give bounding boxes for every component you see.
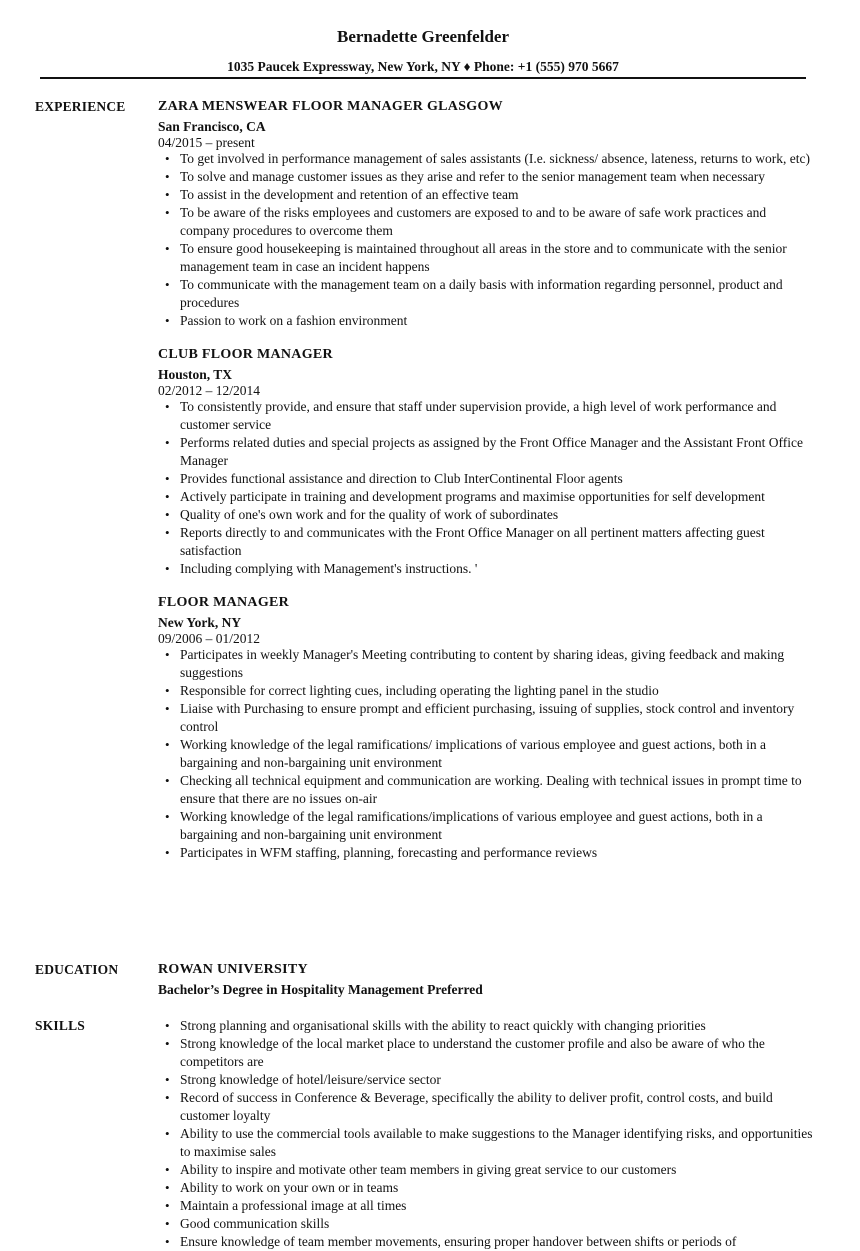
job-dates: 02/2012 – 12/2014	[158, 383, 261, 398]
duty-item: • Including complying with Management's instructions. '	[158, 560, 818, 578]
job-duties	[158, 398, 818, 578]
duty-item: • Reports directly to and communicates with the Front Office Manager on all pertinent matters affecting guest satisfaction	[158, 524, 818, 560]
job-entry	[158, 594, 818, 862]
candidate-name: Bernadette Greenfelder	[337, 27, 509, 46]
job-title: FLOOR MANAGER	[158, 595, 290, 610]
skill-item: • Ability to inspire and motivate other team members in giving great service to our customers	[158, 1161, 818, 1179]
skill-item: • Record of success in Conference & Beverage, specifically the ability to deliver profit, control costs, and build customer loyalty	[158, 1089, 818, 1125]
school-name: ROWAN UNIVERSITY	[158, 962, 308, 977]
job-duties	[158, 646, 818, 862]
degree-name: Bachelor’s Degree in Hospitality Management Preferred	[158, 982, 483, 997]
job-dates: 09/2006 – 01/2012	[158, 631, 261, 646]
duty-item: • To solve and manage customer issues as they arise and refer to the senior management team when necessary	[158, 168, 818, 186]
skill-item: • Good communication skills	[158, 1215, 818, 1233]
skill-item: • Strong knowledge of hotel/leisure/service sector	[158, 1071, 818, 1089]
duty-item: • Quality of one's own work and for the quality of work of subordinates	[158, 506, 818, 524]
contact-line: 1035 Paucek Expressway, New York, NY ♦ Phone: +1 (555) 970 5667	[227, 59, 619, 74]
skill-item: • Ability to use the commercial tools available to make suggestions to the Manager identifying risks, and opportunities to maximise sales	[158, 1125, 818, 1161]
header-divider	[40, 77, 806, 79]
job-duties	[158, 150, 818, 330]
skill-item: • Ability to work on your own or in teams	[158, 1179, 818, 1197]
experience-content	[158, 98, 818, 878]
skill-item: • Strong planning and organisational skills with the ability to react quickly with changing priorities	[158, 1017, 818, 1035]
duty-item: • To communicate with the management team on a daily basis with information regarding personnel, product and procedures	[158, 276, 818, 312]
duty-item: • Responsible for correct lighting cues, including operating the lighting panel in the studio	[158, 682, 818, 700]
job-location: Houston, TX	[158, 367, 233, 382]
duty-item: • Participates in weekly Manager's Meeting contributing to content by sharing ideas, giving feedback and making suggestions	[158, 646, 818, 682]
education-content	[158, 961, 818, 999]
skills-heading: SKILLS	[35, 1018, 85, 1033]
job-location: San Francisco, CA	[158, 119, 266, 134]
duty-item: • Actively participate in training and development programs and maximise opportunities for self development	[158, 488, 818, 506]
education-heading: EDUCATION	[35, 962, 119, 977]
duty-item: • To assist in the development and retention of an effective team	[158, 186, 818, 204]
duty-item: • Checking all technical equipment and communication are working. Dealing with technical issues in prompt time to ensure that there are no issues on-air	[158, 772, 818, 808]
duty-item: • To ensure good housekeeping is maintained throughout all areas in the store and to communicate with the senior management team in case an incident happens	[158, 240, 818, 276]
duty-item: • To be aware of the risks employees and customers are exposed to and to be aware of safe work practices and company procedures to overcome them	[158, 204, 818, 240]
job-title: ZARA MENSWEAR FLOOR MANAGER GLASGOW	[158, 99, 503, 114]
duty-item: • To consistently provide, and ensure that staff under supervision provide, a high level of work performance and customer service	[158, 398, 818, 434]
duty-item: • Participates in WFM staffing, planning, forecasting and performance reviews	[158, 844, 818, 862]
skills-list	[158, 1017, 818, 1251]
skill-item: • Maintain a professional image at all times	[158, 1197, 818, 1215]
skills-content	[158, 1017, 818, 1251]
job-entry	[158, 98, 818, 330]
duty-item: • Performs related duties and special projects as assigned by the Front Office Manager and the Assistant Front Office Manager	[158, 434, 818, 470]
job-entry	[158, 346, 818, 578]
duty-item: • Working knowledge of the legal ramifications/implications of various employee and guest actions, both in a bargaining and non-bargaining unit environment	[158, 808, 818, 844]
job-location: New York, NY	[158, 615, 242, 630]
duty-item: • Passion to work on a fashion environment	[158, 312, 818, 330]
duty-item: • Working knowledge of the legal ramifications/ implications of various employee and guest actions, both in a bargaining and non-bargaining unit environment	[158, 736, 818, 772]
duty-item: • Liaise with Purchasing to ensure prompt and efficient purchasing, issuing of supplies, stock control and inventory control	[158, 700, 818, 736]
duty-item: • To get involved in performance management of sales assistants (I.e. sickness/ absence, lateness, returns to work, etc)	[158, 150, 818, 168]
experience-heading: EXPERIENCE	[35, 99, 126, 114]
job-title: CLUB FLOOR MANAGER	[158, 347, 333, 362]
duty-item: • Provides functional assistance and direction to Club InterContinental Floor agents	[158, 470, 818, 488]
skill-item: • Strong knowledge of the local market place to understand the customer profile and also be aware of who the competitors are	[158, 1035, 818, 1071]
skill-item: • Ensure knowledge of team member movements, ensuring proper handover between shifts or periods of	[158, 1233, 818, 1251]
job-dates: 04/2015 – present	[158, 135, 255, 150]
